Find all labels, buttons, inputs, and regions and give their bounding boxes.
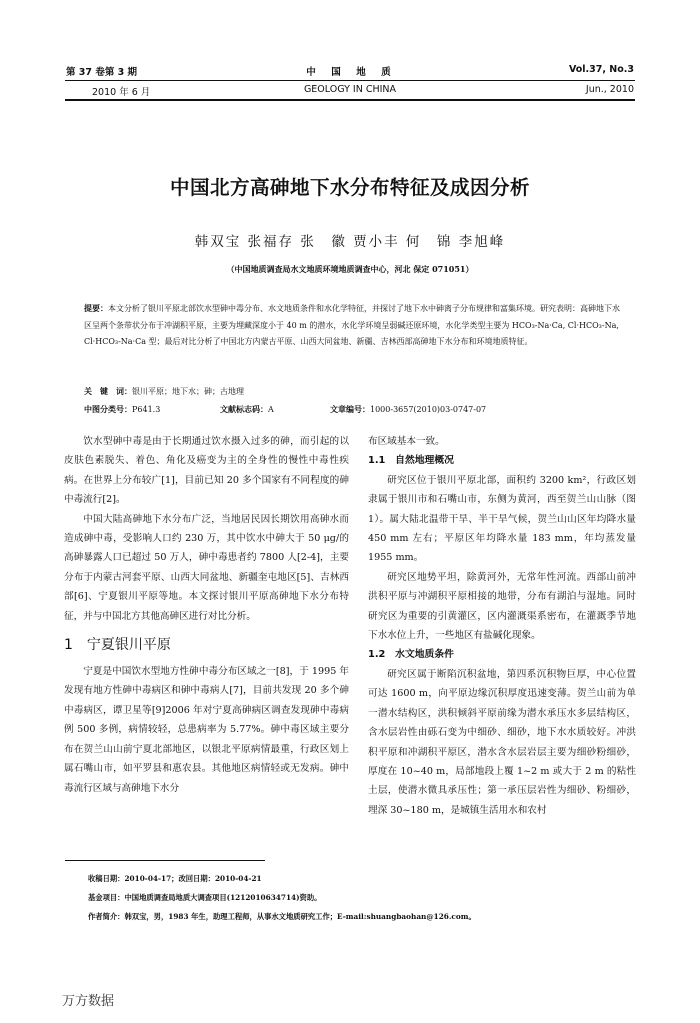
paragraph: 饮水型砷中毒是由于长期通过饮水摄入过多的砷，而引起的以皮肤色素脱失、着色、角化及癌变为主的全身性的慢性中毒性疾病。在世界上分布较广[1]，目前已知 20 多个国家有不同程度的砷中毒流行[2]。 [64, 436, 349, 506]
left-column [64, 432, 349, 798]
footnote-author: 作者简介：韩双宝，男，1983 年生，助理工程师，从事水文地质研究工作；E-mail:shuangbaohan@126.com。 [88, 912, 476, 921]
clc-label: 中图分类号： [84, 405, 132, 414]
paragraph: 研究区属于断陷沉积盆地，第四系沉积物巨厚，中心位置可达 1600 m，向平原边缘沉积厚度迅速变薄。贺兰山前为单一潜水结构区，洪积倾斜平原前缘为潜水承压水多层结构区，含水层岩性由砾石变为中细砂、细砂，地下水水质较好。冲洪积平原和冲湖积平原区，潜水含水层岩层主要为细砂粉细砂，厚度在 10~40 m，局部地段上覆 1~2 m 或大于 2 m 的粘性土层，使潜水微具承压性；第一承压层岩性为细砂、粉细砂，埋深 30~180 m，是城镇生活用水和农村 [368, 668, 636, 816]
header-rule-bottom [65, 99, 635, 101]
author-list: 韩双宝 张福存 张 徽 贾小丰 何 锦 李旭峰 [194, 234, 506, 250]
keywords [84, 386, 244, 397]
paragraph: 布区域基本一致。 [368, 436, 445, 447]
paragraph: 研究区地势平坦，除黄河外，无常年性河流。西部山前冲洪积平原与冲湖积平原相接的地带，分布有湖泊与湿地。同时研究区为重要的引黄灌区，区内灌溉渠系密布，在灌溉季节地下水水位上升，一些地区有盐碱化现象。 [368, 571, 636, 642]
document-code [220, 404, 274, 415]
paragraph: 宁夏是中国饮水型地方性砷中毒分布区域之一[8]，于 1995 年发现有地方性砷中毒病区和砷中毒病人[7]，目前共发现 20 多个砷中毒病区，谭卫星等[9]2006 年对宁夏高砷病区调查发现砷中毒病例 500 多例，病情较轻，总患病率为 5.77%。砷中毒区域主要分布在贺兰山山前宁夏北部地区，以银北平原病情最重，行政区划上属石嘴山市，如平罗县和惠农县。其他地区病情轻或无发病。砷中毒流行区域与高砷地下水分 [64, 666, 349, 794]
abstract-label: 提要： [84, 304, 108, 313]
keywords-label: 关 键 词： [84, 387, 132, 396]
footnote-received: 收稿日期：2010-04-17；改回日期：2010-04-21 [88, 874, 262, 883]
header-journal-cn: 中 国 地 质 [306, 67, 394, 78]
subsection-heading: 1.1 自然地理概况 [368, 455, 454, 467]
clc-value: P641.3 [132, 405, 161, 414]
watermark: 万方数据 [62, 994, 115, 1009]
right-column [368, 432, 636, 820]
footnote-fund: 基金项目：中国地质调查局地质大调查项目(1212010634714)资助。 [88, 893, 322, 902]
header-date-cn: 2010 年 6 月 [92, 87, 151, 98]
header-rule-top [65, 80, 635, 81]
footnote-rule [65, 860, 265, 861]
abstract-text: 本文分析了银川平原北部饮水型砷中毒分布、水文地质条件和水化学特征，并探讨了地下水中砷离子分布规律和富集环境。研究表明：高砷地下水区呈两个条带状分布于冲湖积平原，主要为埋藏深度小于 40 m 的潜水，水化学环境呈弱碱还原环境，水化学类型主要为 HCO₃-Na·Ca, Cl·HCO₃-Na, Cl·HCO₃-Na·Ca 型；最后对比分析了中国北方内蒙古平原、山西大同盆地、新疆、吉林西部高砷地下水分布和环境地质特征。 [84, 304, 620, 346]
keywords-text: 银川平原；地下水；砷；古地理 [132, 387, 244, 396]
article-value: 1000-3657(2010)03-0747-07 [370, 405, 487, 414]
paragraph: 研究区位于银川平原北部，面积约 3200 km²，行政区划隶属于银川市和石嘴山市，东侧为黄河，西至贺兰山山脉（图 1）。属大陆北温带干旱、半干旱气候，贺兰山山区年均降水量 450 mm 左右；平原区年均降水量 183 mm，年均蒸发量 1955 mm。 [368, 474, 636, 564]
clc-number [84, 404, 160, 415]
header-journal-en: GEOLOGY IN CHINA [303, 84, 397, 95]
doc-value: A [268, 405, 274, 414]
subsection-heading: 1.2 水文地质条件 [368, 649, 454, 661]
article-label: 文章编号： [330, 405, 370, 414]
header-volume-cn: 第 37 卷第 3 期 [66, 67, 138, 78]
header-volume-en: Vol.37, No.3 [568, 64, 634, 75]
section-heading: 1 宁夏银川平原 [64, 637, 171, 654]
abstract [84, 301, 624, 351]
paper-title: 中国北方高砷地下水分布特征及成因分析 [169, 176, 530, 199]
affiliation: （中国地质调查局水文地质环境地质调查中心，河北 保定 071051） [226, 264, 474, 274]
doc-label: 文献标志码： [220, 405, 268, 414]
header-date-en: Jun., 2010 [585, 84, 634, 95]
article-number [330, 404, 486, 415]
paragraph: 中国大陆高砷地下水分布广泛，当地居民因长期饮用高砷水而造成砷中毒，受影响人口约 230 万，其中饮水中砷大于 50 μg/的高砷暴露人口已超过 50 万人，砷中毒患者约 7800 人[2-4]，主要分布于内蒙古河套平原、山西大同盆地、新疆奎屯地区[5]、吉林西部[6]、宁夏银川平原等地。本文探讨银川平原高砷地下水分布特征，并与中国北方其他高砷区进行对比分析。 [64, 513, 349, 622]
